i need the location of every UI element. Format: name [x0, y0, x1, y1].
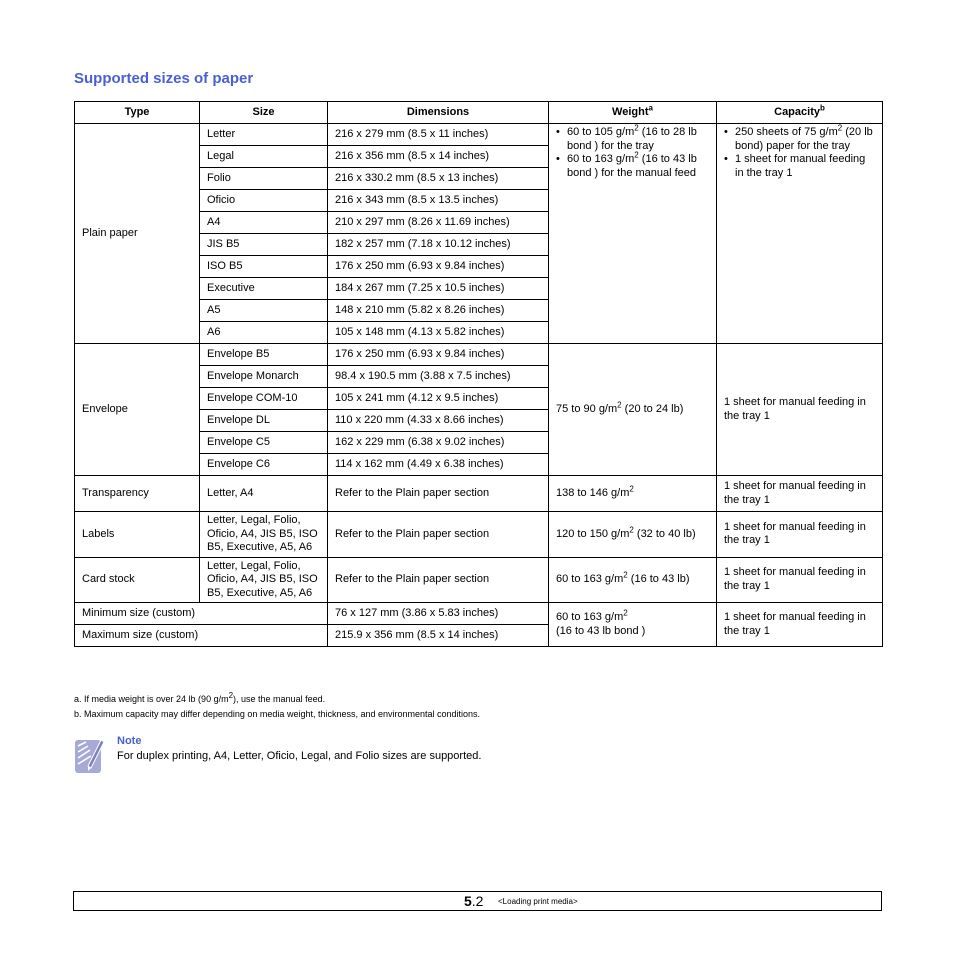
superscript: 2 [629, 524, 634, 534]
capacity-cell: 1 sheet for manual feeding in the tray 1 [717, 603, 883, 647]
weight-text: 60 to 163 g/m [556, 573, 624, 585]
capacity-cell: 1 sheet for manual feeding in the tray 1 [717, 557, 883, 603]
dimensions-cell: 105 x 148 mm (4.13 x 5.82 inches) [328, 322, 549, 344]
superscript: 2 [629, 484, 634, 494]
size-cell: A6 [200, 322, 328, 344]
table-row [75, 603, 883, 625]
paper-sizes-table [74, 101, 883, 647]
dimensions-cell: 215.9 x 356 mm (8.5 x 14 inches) [328, 625, 549, 647]
weight-cell [549, 476, 717, 512]
weight-text: 60 to 163 g/m [567, 153, 635, 165]
size-cell: Envelope Monarch [200, 366, 328, 388]
table-row [75, 344, 883, 366]
dimensions-cell: 210 x 297 mm (8.26 x 11.69 inches) [328, 212, 549, 234]
size-cell: A5 [200, 300, 328, 322]
size-cell: Legal [200, 146, 328, 168]
size-cell: JIS B5 [200, 234, 328, 256]
dimensions-cell: 216 x 330.2 mm (8.5 x 13 inches) [328, 168, 549, 190]
size-cell: A4 [200, 212, 328, 234]
size-cell: Executive [200, 278, 328, 300]
size-cell: Letter, A4 [200, 476, 328, 512]
size-cell: ISO B5 [200, 256, 328, 278]
weight-cell [549, 512, 717, 558]
note-text: For duplex printing, A4, Letter, Oficio, Legal, and Folio sizes are supported. [117, 750, 482, 762]
page-footer [73, 891, 882, 911]
weight-text: 138 to 146 g/m [556, 486, 630, 499]
superscript: 2 [634, 150, 639, 160]
header-size: Size [200, 102, 328, 124]
dimensions-cell: 98.4 x 190.5 mm (3.88 x 7.5 inches) [328, 366, 549, 388]
size-cell: Letter [200, 124, 328, 146]
header-capacity [717, 102, 883, 124]
min-size-label: Minimum size (custom) [75, 603, 328, 625]
superscript: 2 [837, 123, 843, 133]
table-row [75, 476, 883, 512]
weight-text: (32 to 40 lb) [633, 527, 696, 540]
dimensions-cell: 216 x 356 mm (8.5 x 14 inches) [328, 146, 549, 168]
footnote-ref-a: a [648, 103, 653, 113]
capacity-cell: 1 sheet for manual feeding in the tray 1 [717, 512, 883, 558]
capacity-cell [717, 124, 883, 344]
table-header-row [75, 102, 883, 124]
type-cell: Plain paper [75, 124, 200, 344]
capacity-cell: 1 sheet for manual feeding in the tray 1 [717, 476, 883, 512]
dimensions-cell: 176 x 250 mm (6.93 x 9.84 inches) [328, 256, 549, 278]
superscript: 2 [623, 608, 628, 618]
size-cell: Folio [200, 168, 328, 190]
weight-text: (20 to 24 lb) [621, 402, 684, 415]
table-row [75, 124, 883, 146]
chapter-number: 5 [464, 893, 472, 909]
weight-text: (16 to 28 lb bond ) for the tray [567, 126, 697, 152]
weight-cell [549, 344, 717, 476]
capacity-text: 1 sheet for manual feeding in the tray 1 [735, 153, 866, 179]
note-pencil-icon [74, 736, 104, 774]
dimensions-cell: Refer to the Plain paper section [328, 476, 549, 512]
footnote-text: ), use the manual feed. [233, 694, 326, 704]
weight-text: 120 to 150 g/m [556, 527, 630, 540]
dimensions-cell: 216 x 279 mm (8.5 x 11 inches) [328, 124, 549, 146]
page-number [464, 893, 483, 909]
dimensions-cell: 162 x 229 mm (6.38 x 9.02 inches) [328, 432, 549, 454]
capacity-cell: 1 sheet for manual feeding in the tray 1 [717, 344, 883, 476]
weight-cell [549, 603, 717, 647]
size-cell: Letter, Legal, Folio, Oficio, A4, JIS B5, ISO B5, Executive, A5, A6 [200, 557, 328, 603]
dimensions-cell: Refer to the Plain paper section [328, 557, 549, 603]
dimensions-cell: Refer to the Plain paper section [328, 512, 549, 558]
list-item [724, 153, 875, 180]
dimensions-cell: 110 x 220 mm (4.33 x 8.66 inches) [328, 410, 549, 432]
capacity-text: (20 lb bond) paper for the tray [735, 126, 873, 152]
size-cell: Envelope DL [200, 410, 328, 432]
footnote-text: a. If media weight is over 24 lb (90 g/m [74, 694, 229, 704]
header-weight [549, 102, 717, 124]
size-cell: Envelope C5 [200, 432, 328, 454]
list-item [556, 150, 709, 180]
weight-list [556, 123, 709, 180]
weight-text: (16 to 43 lb) [627, 573, 690, 585]
superscript: 2 [623, 570, 628, 580]
page-title: Supported sizes of paper [74, 70, 254, 87]
dimensions-cell: 148 x 210 mm (5.82 x 8.26 inches) [328, 300, 549, 322]
note-title: Note [117, 735, 142, 747]
footnote-a [74, 691, 326, 704]
dimensions-cell: 114 x 162 mm (4.49 x 6.38 inches) [328, 454, 549, 476]
header-weight-label: Weight [612, 105, 649, 118]
table-row [75, 512, 883, 558]
list-item [724, 123, 875, 153]
weight-cell [549, 124, 717, 344]
weight-text: 75 to 90 g/m [556, 402, 618, 415]
superscript: 2 [228, 691, 234, 700]
capacity-list [724, 123, 875, 180]
weight-text: (16 to 43 lb bond ) for the manual feed [567, 153, 697, 179]
dimensions-cell: 182 x 257 mm (7.18 x 10.12 inches) [328, 234, 549, 256]
page-number-suffix: .2 [471, 893, 484, 909]
type-cell: Envelope [75, 344, 200, 476]
footnote-ref-b: b [819, 103, 825, 113]
type-cell: Labels [75, 512, 200, 558]
footnote-b: b. Maximum capacity may differ depending on media weight, thickness, and environmental conditions. [74, 709, 481, 719]
weight-text: (16 to 43 lb bond ) [556, 624, 646, 637]
capacity-text: 250 sheets of 75 g/m [735, 126, 838, 138]
dimensions-cell: 105 x 241 mm (4.12 x 9.5 inches) [328, 388, 549, 410]
chapter-title: <Loading print media> [498, 897, 578, 906]
type-cell: Card stock [75, 557, 200, 603]
dimensions-cell: 184 x 267 mm (7.25 x 10.5 inches) [328, 278, 549, 300]
max-size-label: Maximum size (custom) [75, 625, 328, 647]
weight-text: 60 to 163 g/m [556, 611, 624, 623]
dimensions-cell: 76 x 127 mm (3.86 x 5.83 inches) [328, 603, 549, 625]
weight-cell [549, 557, 717, 603]
superscript: 2 [617, 400, 622, 410]
header-capacity-label: Capacity [774, 105, 820, 118]
weight-text: 60 to 105 g/m [567, 126, 635, 138]
type-cell: Transparency [75, 476, 200, 512]
size-cell: Envelope COM-10 [200, 388, 328, 410]
header-dimensions: Dimensions [328, 102, 549, 124]
dimensions-cell: 216 x 343 mm (8.5 x 13.5 inches) [328, 190, 549, 212]
header-type: Type [75, 102, 200, 124]
size-cell: Envelope B5 [200, 344, 328, 366]
size-cell: Envelope C6 [200, 454, 328, 476]
size-cell: Letter, Legal, Folio, Oficio, A4, JIS B5, ISO B5, Executive, A5, A6 [200, 512, 328, 558]
table-row [75, 557, 883, 603]
dimensions-cell: 176 x 250 mm (6.93 x 9.84 inches) [328, 344, 549, 366]
superscript: 2 [634, 123, 639, 133]
list-item [556, 123, 709, 153]
size-cell: Oficio [200, 190, 328, 212]
